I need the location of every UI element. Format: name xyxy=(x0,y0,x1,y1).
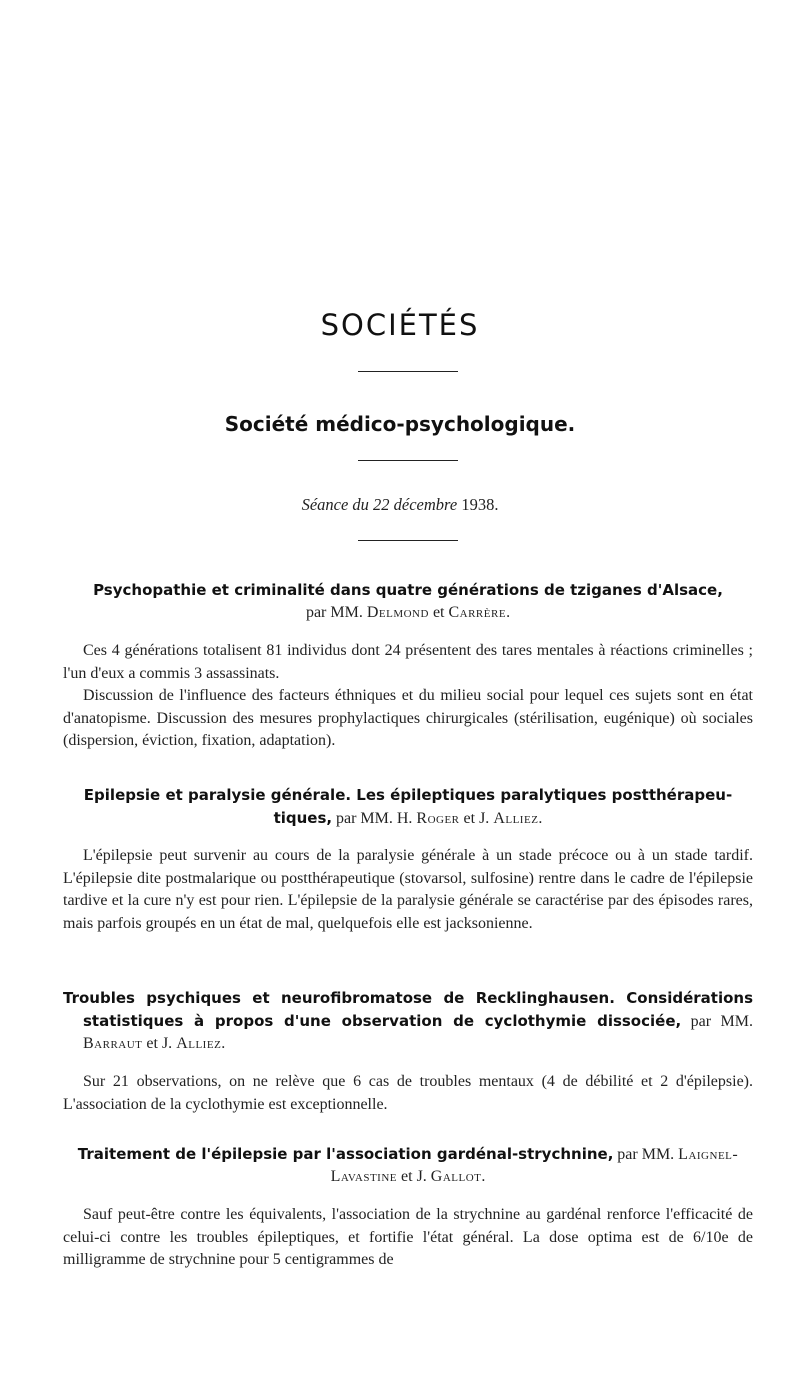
paragraph: Discussion de l'influence des facteurs éthniques et du milieu social pour lequel ces sujets sont en état d'anatopisme. Discussion des mesures prophylactiques chirurgicales (stérilisation, eugénique) où sociales (dispersion, éviction, fixation, adaptation). xyxy=(63,687,753,749)
authors-conjunction: et J. xyxy=(463,810,490,827)
society-name: Société médico-psychologique. xyxy=(224,412,576,436)
article-title: Troubles psychiques et neurofibromatose de Recklinghausen. Considérations statistiques à propos d'une observation de cyclothymie dissociée, xyxy=(63,989,753,1030)
paragraph: Sur 21 observations, on ne relève que 6 cas de troubles mentaux (4 de débilité et 2 d'épilepsie). L'association de la cyclothymie est exceptionnelle. xyxy=(63,1073,753,1113)
article xyxy=(63,1143,753,1272)
authors-end: . xyxy=(481,1168,486,1185)
seance-year: 1938. xyxy=(461,495,499,514)
author-name: Carrère xyxy=(448,604,507,621)
article-heading xyxy=(63,987,753,1055)
article-title: Traitement de l'épilepsie par l'association gardénal-strychnine, xyxy=(77,1145,614,1163)
paragraph: Sauf peut-être contre les équivalents, l'association de la strychnine au gardénal renforce l'efficacité de celui-ci contre les troubles épileptiques, et fortifie l'état général. La dose optima est de 6/10e de milligramme de strychnine pour 5 centigrammes de xyxy=(63,1206,753,1268)
authors-prefix: par MM. xyxy=(617,1146,675,1163)
authors-end: . xyxy=(221,1035,226,1052)
article xyxy=(63,579,753,753)
article-body xyxy=(63,845,753,935)
authors-conjunction: et xyxy=(432,604,445,621)
divider-rule xyxy=(358,540,458,541)
seance-prefix: Séance du 22 décembre xyxy=(301,495,458,514)
paragraph: Ces 4 générations totalisent 81 individus dont 24 présentent des tares mentales à réactions criminelles ; l'un d'eux a commis 3 assassinats. xyxy=(63,642,753,682)
author-name: Laignel-Lavastine xyxy=(330,1146,739,1185)
article-title: Psychopathie et criminalité dans quatre générations de tziganes d'Alsace, xyxy=(93,581,723,599)
authors-conjunction: et J. xyxy=(146,1035,173,1052)
article xyxy=(63,784,753,935)
authors-prefix: par MM. xyxy=(690,1013,753,1030)
section-title: SOCIÉTÉS xyxy=(320,308,480,342)
author-name: Gallot xyxy=(430,1168,482,1185)
author-name: Barraut xyxy=(83,1035,143,1052)
article-heading xyxy=(63,579,753,624)
authors-conjunction: et J. xyxy=(401,1168,427,1185)
author-name: Alliez xyxy=(493,810,539,827)
divider-rule xyxy=(358,460,458,461)
authors-end: . xyxy=(506,604,511,621)
authors-prefix: par MM. xyxy=(305,604,363,621)
article-body xyxy=(63,1204,753,1272)
article-authors xyxy=(336,810,542,827)
article-authors xyxy=(306,604,510,621)
author-name: Delmond xyxy=(366,604,429,621)
author-name: Alliez xyxy=(176,1035,222,1052)
article-heading xyxy=(63,1143,753,1188)
article-body xyxy=(63,640,753,753)
author-name: Roger xyxy=(416,810,460,827)
divider-rule xyxy=(358,371,458,372)
seance-date xyxy=(0,495,800,515)
article-title: Epilepsie et paralysie générale. Les épileptiques paralytiques postthérapeutiques, xyxy=(83,786,733,827)
article-body xyxy=(63,1071,753,1116)
paragraph: L'épilepsie peut survenir au cours de la paralysie générale à un stade précoce ou à un stade tardif. L'épilepsie dite postmalarique ou postthérapeutique (stovarsol, sulfosine) rentre dans le cadre de l'épilepsie tardive et la cure n'y est pour rien. L'épilepsie de la paralysie générale se caractérise par des épisodes rares, mais parfois groupés en un état de mal, quelquefois elle est jacksonienne. xyxy=(63,847,753,932)
authors-prefix: par MM. H. xyxy=(335,810,413,827)
authors-end: . xyxy=(538,810,543,827)
article xyxy=(63,987,753,1116)
article-heading xyxy=(63,784,753,830)
